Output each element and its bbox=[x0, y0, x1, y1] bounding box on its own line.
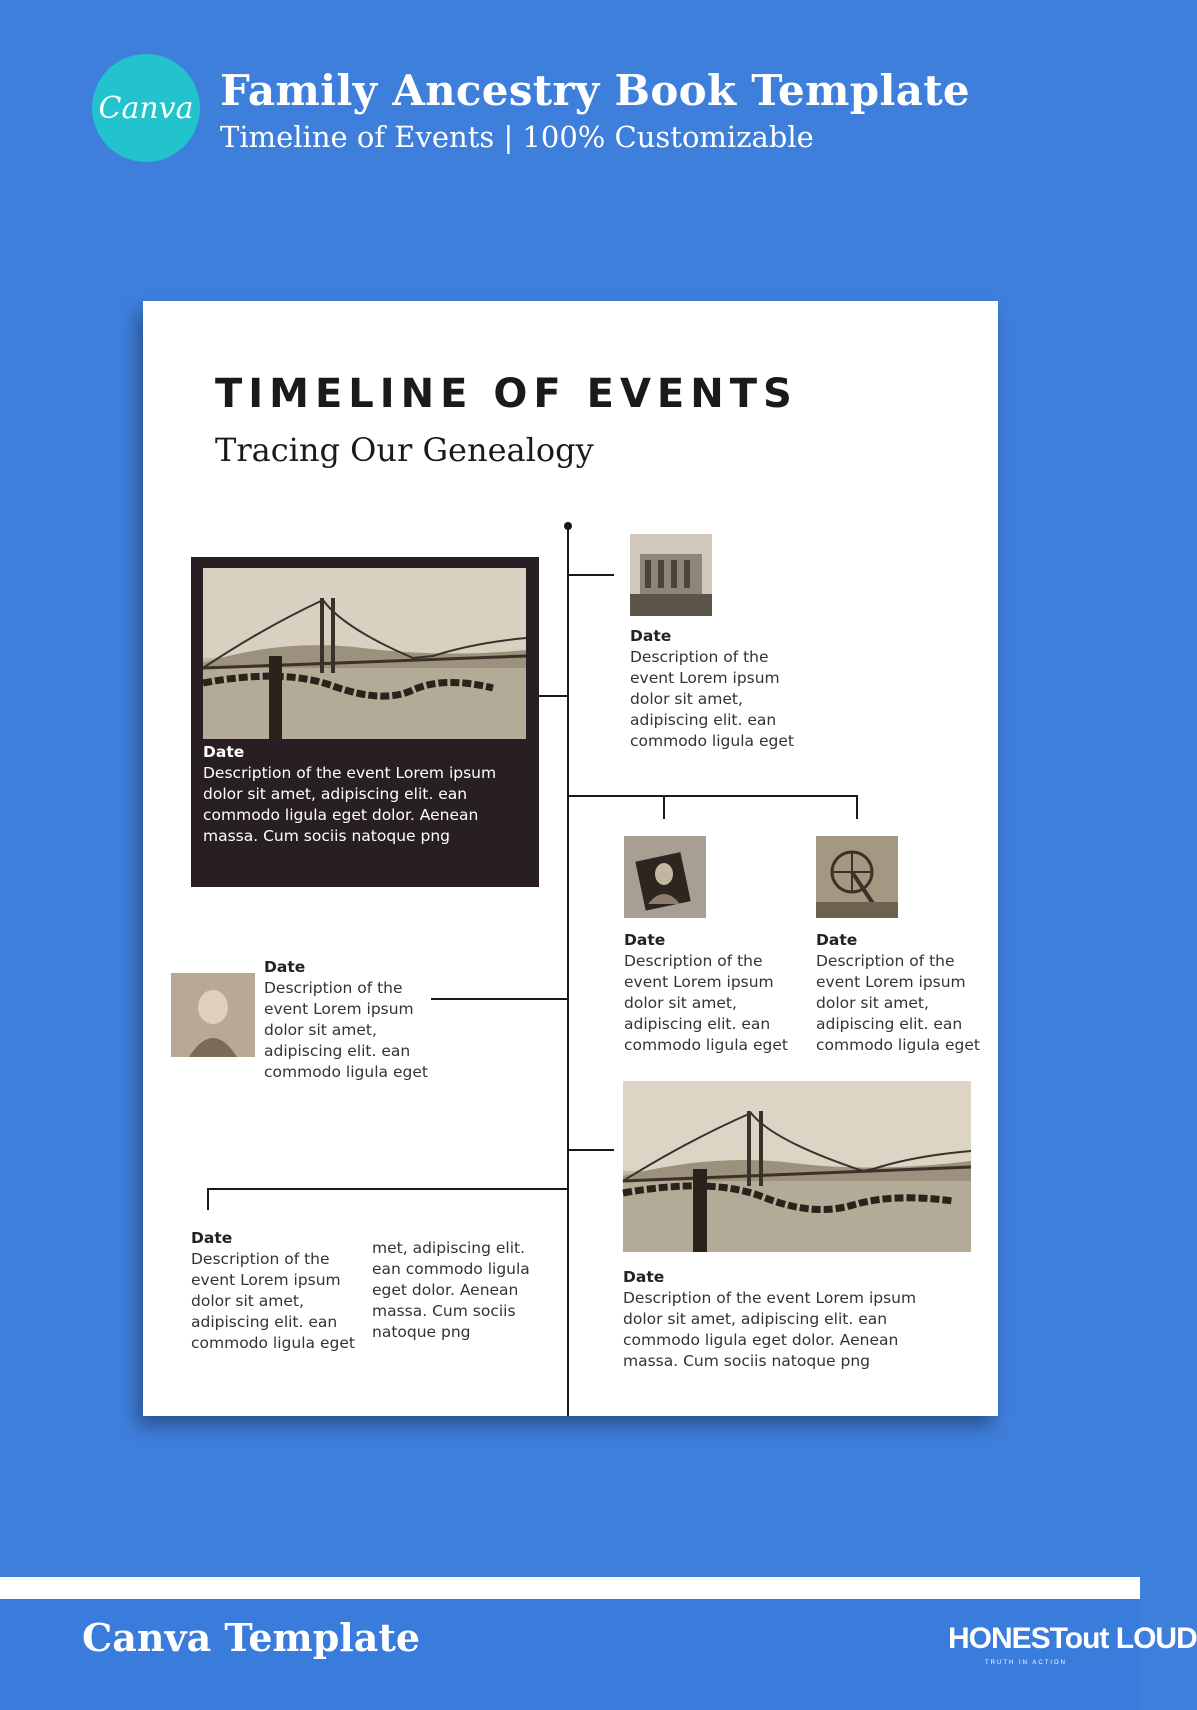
event-3 bbox=[624, 930, 794, 1056]
spinning-wheel-photo bbox=[816, 836, 898, 918]
template-preview-page bbox=[143, 301, 998, 1416]
event-description: Description of the event Lorem ipsum dolor sit amet, adipiscing elit. ean commodo ligula eget bbox=[191, 1250, 355, 1352]
event-date: Date bbox=[816, 931, 858, 949]
event-date: Date bbox=[624, 931, 666, 949]
event-7 bbox=[191, 1228, 356, 1354]
event-description: Description of the event Lorem ipsum dolor sit amet, adipiscing elit. ean commodo ligula eget bbox=[264, 979, 428, 1081]
canva-logo bbox=[92, 54, 200, 162]
featured-event-card bbox=[191, 557, 539, 887]
event-5 bbox=[264, 957, 434, 1083]
page-subtitle: Timeline of Events | 100% Customizable bbox=[220, 120, 814, 154]
event-date: Date bbox=[191, 1229, 233, 1247]
connector-bottom-left bbox=[207, 1188, 568, 1190]
event-date: Date bbox=[623, 1268, 665, 1286]
bridge-photo bbox=[203, 568, 526, 739]
event-description: Description of the event Lorem ipsum dolor sit amet, adipiscing elit. ean commodo ligula eget dolor. Aenean massa. Cum sociis natoque png bbox=[203, 764, 497, 845]
bottom-left-drop bbox=[207, 1188, 209, 1210]
connector-left bbox=[431, 998, 568, 1000]
branch-drop-1 bbox=[663, 795, 665, 819]
event-2 bbox=[630, 626, 800, 752]
connector-1 bbox=[568, 574, 614, 576]
event-date: Date bbox=[630, 627, 672, 645]
branch-drop-2 bbox=[856, 795, 858, 819]
page-title: Family Ancestry Book Template bbox=[220, 66, 970, 115]
event-6 bbox=[623, 1267, 933, 1372]
portrait-photo bbox=[624, 836, 706, 918]
brand-tagline: TRUTH IN ACTION bbox=[985, 1660, 1067, 1666]
event-description: Description of the event Lorem ipsum dolor sit amet, adipiscing elit. ean commodo ligula eget bbox=[624, 952, 788, 1054]
event-description: Description of the event Lorem ipsum dolor sit amet, adipiscing elit. ean commodo ligula eget bbox=[630, 648, 794, 750]
branch-line bbox=[568, 795, 857, 797]
timeline-spine bbox=[567, 526, 569, 1416]
event-date: Date bbox=[264, 958, 306, 976]
timeline-subtitle: Tracing Our Genealogy bbox=[215, 431, 594, 469]
honest-out-loud-logo: HONESTout LOUD bbox=[948, 1622, 1197, 1655]
footer-label: Canva Template bbox=[82, 1615, 421, 1660]
footer-divider bbox=[0, 1577, 1140, 1599]
event-date: Date bbox=[203, 743, 245, 761]
event-7-continuation: met, adipiscing elit. ean commodo ligula eget dolor. Aenean massa. Cum sociis natoque png bbox=[372, 1239, 530, 1341]
bridge-photo-2 bbox=[623, 1081, 971, 1252]
connector-card bbox=[539, 695, 569, 697]
event-4 bbox=[816, 930, 986, 1056]
timeline-title: TIMELINE OF EVENTS bbox=[215, 371, 798, 417]
event-card-text bbox=[203, 742, 503, 847]
event-description: Description of the event Lorem ipsum dolor sit amet, adipiscing elit. ean commodo ligula eget dolor. Aenean massa. Cum sociis natoque png bbox=[623, 1289, 917, 1370]
building-photo bbox=[630, 534, 712, 616]
event-description: Description of the event Lorem ipsum dolor sit amet, adipiscing elit. ean commodo ligula eget bbox=[816, 952, 980, 1054]
logo-text: Canva bbox=[98, 90, 194, 126]
connector-bottom-right bbox=[568, 1149, 614, 1151]
baby-photo bbox=[171, 973, 255, 1057]
